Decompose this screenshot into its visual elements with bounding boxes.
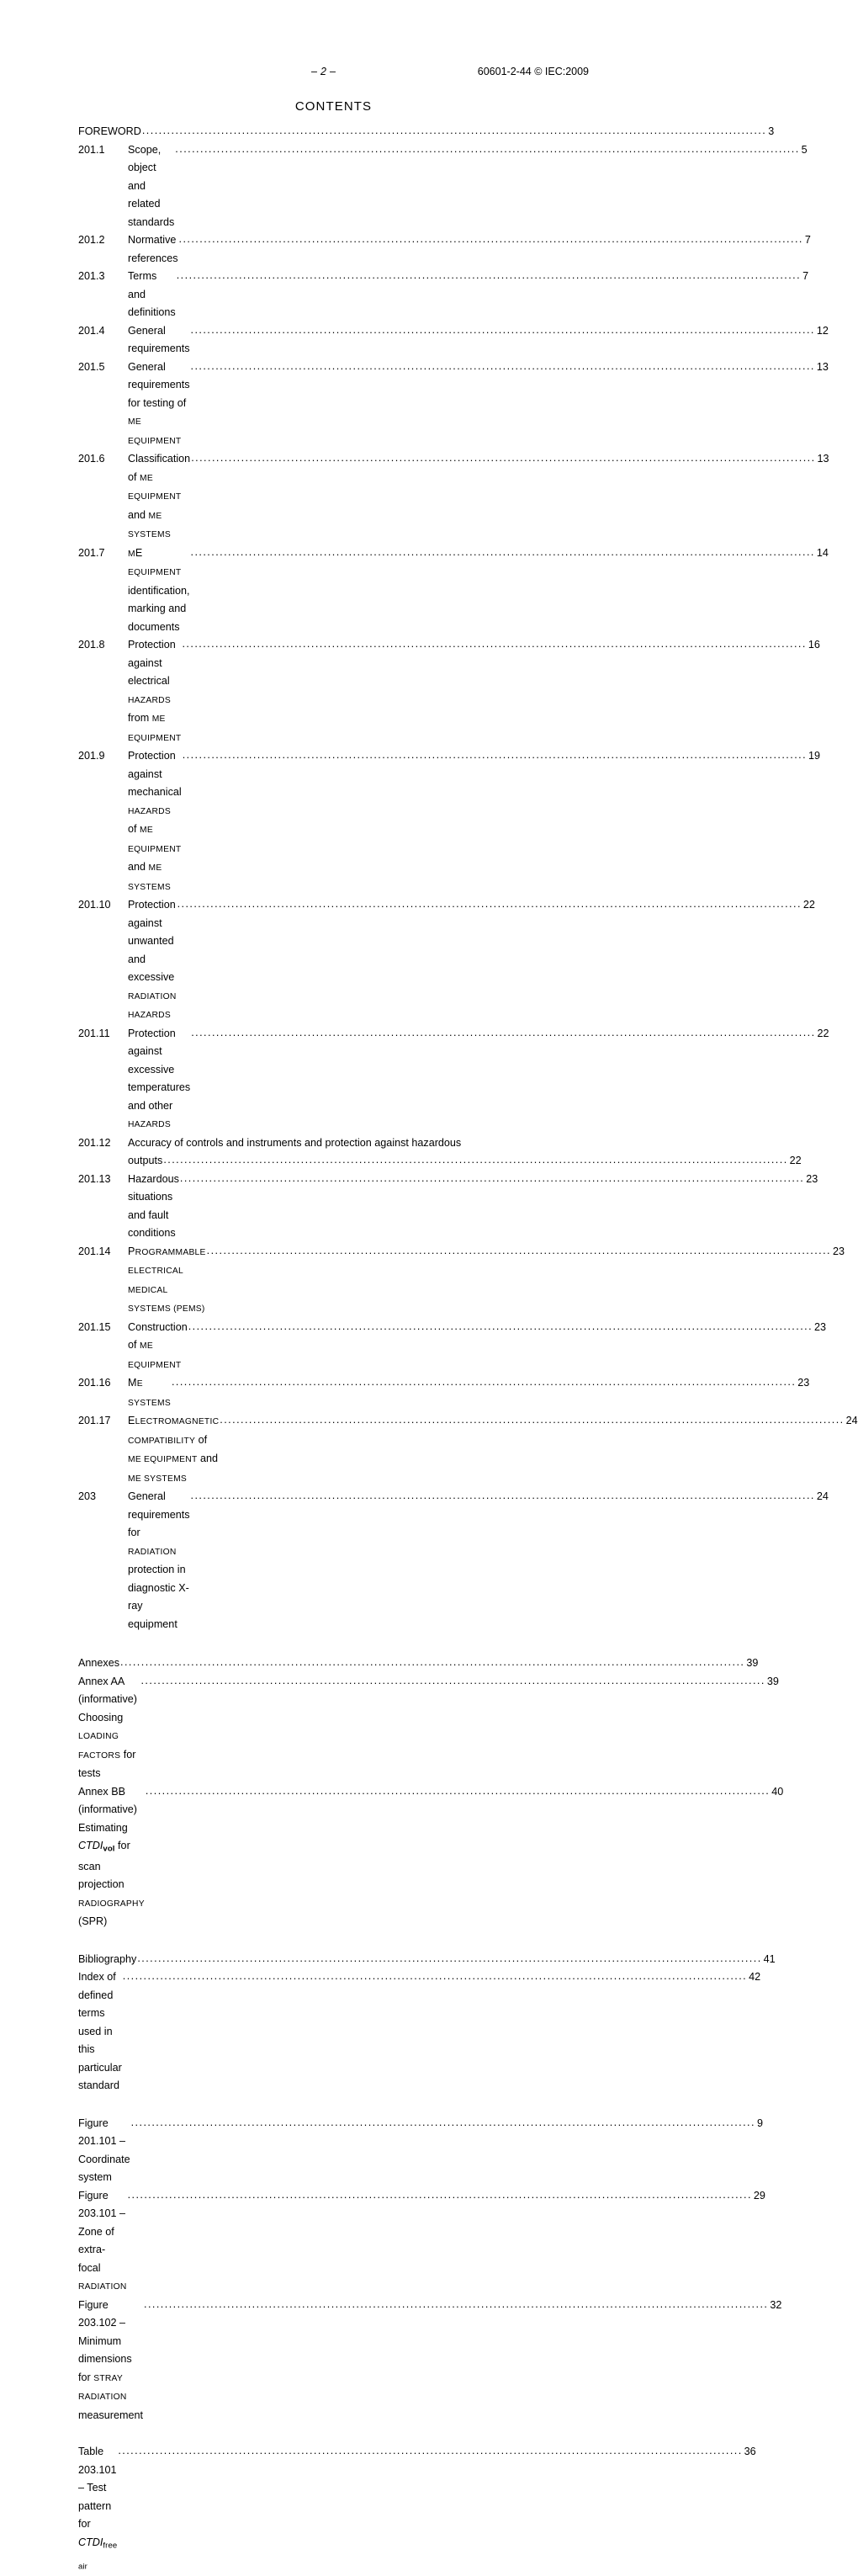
dot-leader <box>177 267 801 285</box>
toc-entry-body <box>128 636 820 747</box>
toc-entry-body <box>128 544 829 637</box>
toc-entry-page-number: 22 <box>817 1027 829 1039</box>
toc-entry-title: Bibliography <box>78 1952 137 1965</box>
dot-leader <box>179 231 803 249</box>
dot-leader <box>137 1950 761 1968</box>
toc-entry-title: ME SYSTEMS <box>128 1377 171 1408</box>
toc-entry-body <box>128 1134 802 1171</box>
toc-entry[interactable] <box>78 747 821 896</box>
toc-entry-page-number: 22 <box>802 899 815 911</box>
dot-leader <box>191 321 815 340</box>
toc-entry[interactable] <box>78 2187 765 2297</box>
toc-entry-title: General requirements for testing of ME EQUIPMENT <box>128 360 190 446</box>
toc-entry[interactable] <box>78 1134 802 1171</box>
toc-entry-page-number: 23 <box>806 1172 818 1185</box>
toc-entry-page-number: 40 <box>771 1785 784 1798</box>
toc-entry-number: 201.13 <box>78 1172 111 1185</box>
toc-entry-page-number: 9 <box>756 2117 763 2129</box>
dot-leader <box>175 141 799 159</box>
toc-entry-title: Figure 201.101 – Coordinate system <box>78 2117 130 2184</box>
toc-entry-page-number: 24 <box>816 1490 829 1502</box>
toc-entry-body <box>128 1243 845 1319</box>
toc-entry-body <box>128 1319 827 1375</box>
dot-leader <box>182 635 806 654</box>
toc-entry-body <box>128 1171 818 1243</box>
header-standard-reference: 60601-2-44 © IEC:2009 <box>477 66 589 77</box>
toc-entry-title: Annex BB (informative) Estimating CTDIvol for scan projection RADIOGRAPHY (SPR) <box>78 1785 145 1928</box>
toc-entry-number: 201.5 <box>78 360 105 373</box>
dot-leader <box>177 895 802 914</box>
toc-entry-body <box>78 2297 782 2425</box>
toc-entry-body <box>128 141 808 232</box>
toc-entry-body <box>128 1374 810 1412</box>
toc-entry[interactable] <box>78 1412 858 1488</box>
toc-entry-title: General requirements <box>128 324 190 354</box>
toc-entry-number: 201.1 <box>78 143 105 156</box>
toc-entry-page-number: 7 <box>802 270 809 282</box>
toc-entry-page-number: 39 <box>766 1675 779 1687</box>
dot-leader <box>220 1411 844 1430</box>
toc-entry-page-number: 39 <box>746 1657 759 1669</box>
toc-entry-page-number: 41 <box>763 1952 776 1965</box>
section-gap <box>78 2425 589 2443</box>
toc-entry-title: Protection against unwanted and excessive RADIATION HAZARDS <box>128 899 177 1020</box>
toc-entry[interactable] <box>78 1673 779 1783</box>
toc-entry-number: 201.9 <box>78 750 105 762</box>
toc-entry-page-number: 5 <box>801 143 808 156</box>
toc-entry-page-number: 32 <box>770 2298 782 2311</box>
toc-entry-page-number: 12 <box>816 324 829 337</box>
toc-entry[interactable] <box>78 1374 810 1412</box>
toc-entry[interactable] <box>78 1243 845 1319</box>
toc-entry-title: ME EQUIPMENT identification, marking and documents <box>128 546 190 633</box>
toc-entry-body <box>78 123 775 141</box>
toc-entry-number: 203 <box>78 1490 97 1502</box>
toc-entry-title: Hazardous situations and fault conditions <box>128 1172 179 1239</box>
toc-entry-title: Normative references <box>128 234 178 264</box>
toc-entry-body <box>78 2115 763 2187</box>
dot-leader <box>142 122 766 141</box>
toc-entry-number: 201.3 <box>78 270 105 282</box>
toc-entry-body <box>78 1783 784 1931</box>
toc-entry-number: 201.15 <box>78 1320 111 1333</box>
toc-entry-title: Construction of ME EQUIPMENT <box>128 1320 188 1370</box>
toc-entry[interactable] <box>78 1968 761 2095</box>
toc-entry-body <box>128 1488 829 1633</box>
page-header <box>78 64 589 79</box>
toc-entry[interactable] <box>78 636 820 747</box>
toc-entry-body <box>128 322 829 359</box>
header-page-marker: – 2 – <box>311 66 336 77</box>
toc-entry[interactable] <box>78 2115 763 2187</box>
page-title: CONTENTS <box>294 99 373 114</box>
toc-entry[interactable] <box>78 1025 829 1134</box>
dot-leader <box>140 1672 765 1691</box>
toc-entry-body <box>128 896 815 1025</box>
toc-entry-body <box>78 2187 765 2297</box>
toc-entry-page-number: 13 <box>817 453 829 465</box>
section-gap <box>78 1931 589 1951</box>
toc-entry-number: 201.7 <box>78 546 105 559</box>
toc-entry[interactable] <box>78 1951 776 1969</box>
toc-entry-title: General requirements for RADIATION protection in diagnostic X-ray equipment <box>128 1490 190 1630</box>
toc-entry[interactable] <box>78 1654 759 1673</box>
toc-entry-body <box>78 1654 759 1673</box>
dot-leader <box>191 544 815 562</box>
toc-entry-page-number: 19 <box>808 750 821 762</box>
toc-entry-number: 201.17 <box>78 1415 111 1426</box>
section-gap <box>78 1633 589 1654</box>
toc-entry-number: 201.11 <box>78 1027 110 1039</box>
toc-entry-number: 201.14 <box>78 1245 111 1257</box>
toc-entry[interactable] <box>78 896 815 1025</box>
dot-leader <box>163 1151 787 1170</box>
toc-entry-number: 201.2 <box>78 234 105 246</box>
toc-entry-title: Annex AA (informative) Choosing LOADING FACTORS for tests <box>78 1675 140 1779</box>
toc-entry-body <box>78 1968 761 2095</box>
toc-entry-title: Figure 203.101 – Zone of extra-focal RADIATION <box>78 2189 127 2292</box>
toc-entry-number: 201.12 <box>78 1136 111 1149</box>
toc-entry[interactable] <box>78 2297 782 2425</box>
toc-entry[interactable] <box>78 544 829 637</box>
toc-entry[interactable] <box>78 359 829 451</box>
dot-leader <box>144 2296 768 2314</box>
section-gap <box>78 2095 589 2115</box>
toc-entry-title: Table 203.101 – Test pattern for $CTDI_{free air}$ <box>78 2446 118 2572</box>
dot-leader <box>183 746 807 765</box>
toc-entry-page-number: 14 <box>816 546 829 559</box>
dot-leader <box>128 2186 752 2205</box>
toc-entry-page-number: 29 <box>753 2189 765 2202</box>
toc-entry-number: 201.16 <box>78 1377 111 1389</box>
toc-entry-page-number: 23 <box>814 1320 827 1333</box>
dot-leader <box>188 1318 813 1336</box>
toc-entry-page-number: 22 <box>789 1155 802 1166</box>
toc-entry-number: 201.10 <box>78 899 111 911</box>
dot-leader <box>131 2114 755 2133</box>
toc-entry-title: Protection against mechanical HAZARDS of ME EQUIPMENT and ME SYSTEMS <box>128 750 182 892</box>
toc-entry-body <box>128 231 811 268</box>
toc-entry-title-continued <box>128 1152 802 1171</box>
toc-entry-number: 201.4 <box>78 324 105 337</box>
toc-entry-page-number: 42 <box>749 1971 761 1984</box>
dot-leader <box>191 1487 815 1506</box>
dot-leader <box>120 1654 744 1672</box>
toc-entry-page-number: 13 <box>816 360 829 373</box>
toc-entry-title: Terms and definitions <box>128 270 176 318</box>
dot-leader <box>172 1373 796 1392</box>
toc-entry-body <box>128 450 829 544</box>
toc-entry[interactable] <box>78 2443 756 2575</box>
toc-entry-body <box>78 1951 776 1969</box>
dot-leader <box>146 1782 770 1801</box>
toc-entry[interactable] <box>78 450 829 544</box>
dot-leader <box>207 1242 831 1261</box>
toc-entry-page-number: 23 <box>833 1245 845 1257</box>
toc-entry-body <box>128 1412 858 1488</box>
toc-entry-body <box>128 747 821 896</box>
dot-leader <box>191 358 815 376</box>
toc-entry-title: PROGRAMMABLE ELECTRICAL MEDICAL SYSTEMS (PEMS) <box>128 1245 206 1314</box>
dot-leader <box>123 1968 747 1986</box>
toc-entry-page-number: 7 <box>804 234 811 246</box>
toc-entry-body <box>128 1025 829 1134</box>
toc-entry[interactable] <box>78 268 809 322</box>
toc-entry[interactable] <box>78 1488 829 1633</box>
toc-entry[interactable] <box>78 1319 827 1375</box>
toc-entry-title: Protection against electrical HAZARDS from ME EQUIPMENT <box>128 639 182 743</box>
toc-entry-page-number: 23 <box>797 1377 810 1389</box>
toc-entry-page-number: 16 <box>808 639 820 651</box>
toc-entry-title-tail: outputs <box>128 1155 163 1166</box>
toc-entry-title: FOREWORD <box>78 125 141 137</box>
toc-entry-title: Scope, object and related standards <box>128 143 175 228</box>
toc-entry-page-number: 3 <box>768 125 775 137</box>
toc-entry-body <box>78 2443 756 2575</box>
toc-entry[interactable] <box>78 231 811 268</box>
toc-entry-body <box>128 268 809 322</box>
toc-entry-body <box>78 1673 779 1783</box>
toc-entry[interactable] <box>78 1171 818 1243</box>
toc-entry-page-number: 36 <box>744 2446 756 2458</box>
table-of-contents <box>78 123 858 2576</box>
toc-entry-title: Index of defined terms used in this particular standard <box>78 1971 122 2092</box>
dot-leader <box>191 1024 815 1043</box>
toc-entry[interactable] <box>78 141 808 232</box>
toc-entry-page-number: 24 <box>845 1415 858 1426</box>
toc-entry-title: Classification of ME EQUIPMENT and ME SYSTEMS <box>128 453 191 539</box>
dot-leader <box>191 449 815 468</box>
dot-leader <box>180 1170 804 1188</box>
toc-entry[interactable] <box>78 1783 784 1931</box>
toc-entry-title: ELECTROMAGNETIC COMPATIBILITY of ME EQUIPMENT and ME SYSTEMS <box>128 1415 220 1484</box>
toc-entry[interactable] <box>78 322 829 359</box>
toc-entry-body <box>128 359 829 451</box>
toc-entry-title: Annexes <box>78 1657 120 1669</box>
toc-entry-title: Figure 203.102 – Minimum dimensions for STRAY RADIATION measurement <box>78 2298 143 2421</box>
toc-entry-number: 201.6 <box>78 453 105 465</box>
toc-entry-title: Accuracy of controls and instruments and protection against hazardous <box>128 1136 462 1149</box>
dot-leader <box>118 2442 742 2461</box>
toc-entry-title: Protection against excessive temperatures and other HAZARDS <box>128 1027 191 1129</box>
toc-entry-number: 201.8 <box>78 639 105 651</box>
toc-entry[interactable] <box>78 123 775 141</box>
